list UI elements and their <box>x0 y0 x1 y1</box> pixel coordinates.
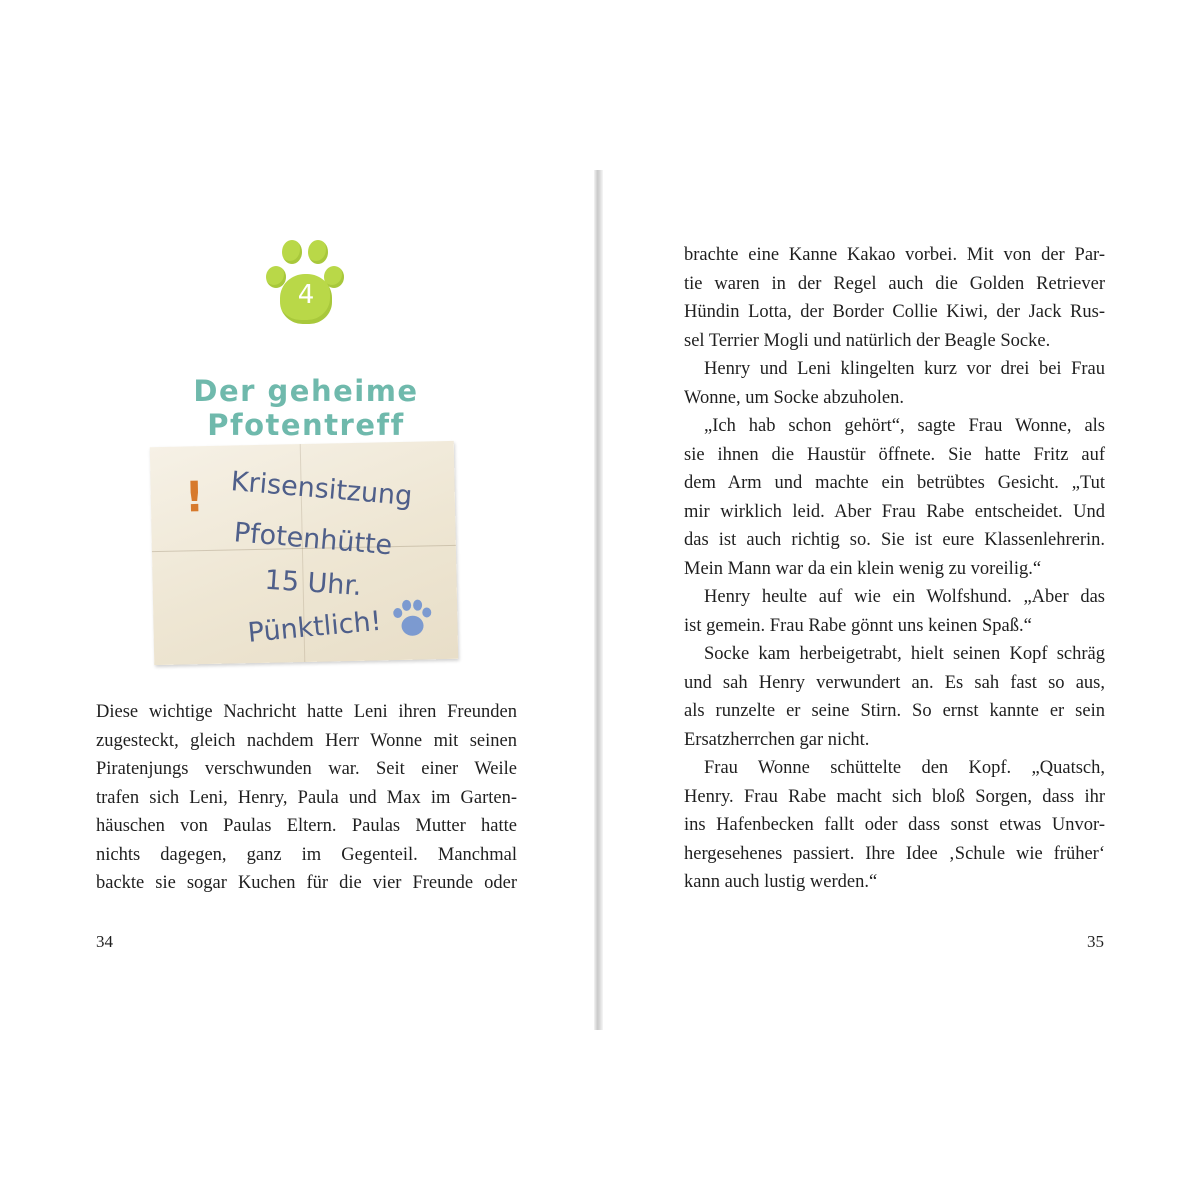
text-line: backte sie sogar Kuchen für die vier Freunde oder <box>96 873 517 893</box>
text-line: hergesehenes passiert. Ihre Idee ‚Schule wie früher‘ <box>684 843 1105 864</box>
note-line: Krisensitzung <box>229 466 414 513</box>
text-line: ist gemein. Frau Rabe gönnt uns keinen Spaß.“ <box>684 615 1032 636</box>
text-line: kann auch lustig werden.“ <box>684 872 878 892</box>
text-line: brachte eine Kanne Kakao vorbei. Mit von der Par- <box>684 245 1105 265</box>
text-line: Hündin Lotta, der Border Collie Kiwi, der Jack Rus- <box>684 302 1105 322</box>
left-page <box>0 0 594 1200</box>
paw-toe <box>282 240 302 264</box>
chapter-number: 4 <box>297 280 315 310</box>
note-exclamation-mark: ! <box>184 472 205 522</box>
text-line: trafen sich Leni, Henry, Paula und Max im Garten- <box>96 787 517 808</box>
text-line: ins Hafenbecken fallt oder dass sonst etwas Unvor- <box>684 815 1105 835</box>
text-line: sie ihnen die Haustür öffnete. Sie hatte Fritz auf <box>684 444 1105 465</box>
text-line: das ist auch richtig so. Sie ist eure Klassenlehrerin. <box>684 530 1105 550</box>
text-line: und sah Henry verwundert an. Es sah fast so aus, <box>684 672 1105 693</box>
chapter-paw-icon <box>262 236 348 326</box>
text-line: Piratenjungs verschwunden war. Seit einer Weile <box>96 759 517 779</box>
text-line: Ersatzherrchen gar nicht. <box>684 729 870 750</box>
text-line: Diese wichtige Nachricht hatte Leni ihren Freunden <box>96 702 517 722</box>
page-number-right: 35 <box>1087 932 1104 951</box>
text-line: als runzelte er seine Stirn. So ernst kannte er sein <box>684 701 1105 721</box>
note-line: 15 Uhr. <box>263 564 363 602</box>
text-line: mir wirklich leid. Aber Frau Rabe entscheidet. Und <box>684 501 1105 522</box>
note-paw-icon <box>391 599 432 638</box>
note-line: Pünktlich! <box>246 605 383 649</box>
text-line: Frau Wonne schüttelte den Kopf. „Quatsch, <box>704 758 1105 778</box>
text-line: sel Terrier Mogli und natürlich der Beagle Socke. <box>684 330 1051 351</box>
right-page <box>603 0 1200 1200</box>
text-line: tie waren in der Regel auch die Golden Retriever <box>684 273 1105 294</box>
paw-toe <box>308 240 328 264</box>
page-number-left: 34 <box>96 932 113 951</box>
text-line: Henry. Frau Rabe macht sich bloß Sorgen, dass ihr <box>684 786 1105 807</box>
note-line: Pfotenhütte <box>232 517 394 562</box>
note-illustration <box>150 441 458 665</box>
left-page-text <box>96 698 517 898</box>
text-line: Wonne, um Socke abzuholen. <box>684 387 904 408</box>
text-line: häuschen von Paulas Eltern. Paulas Mutter hatte <box>96 816 517 836</box>
text-line: Henry heulte auf wie ein Wolfshund. „Aber das <box>704 587 1105 607</box>
text-line: nichts dagegen, ganz im Gegenteil. Manchmal <box>96 844 517 865</box>
right-page-text <box>684 241 1105 897</box>
text-line: dem Arm und machte ein betrübtes Gesicht. „Tut <box>684 473 1105 493</box>
text-line: „Ich hab schon gehört“, sagte Frau Wonne, als <box>704 416 1105 436</box>
text-line: zugesteckt, gleich nachdem Herr Wonne mit seinen <box>96 730 517 751</box>
text-line: Socke kam herbeigetrabt, hielt seinen Kopf schräg <box>704 644 1105 664</box>
text-line: Mein Mann war da ein klein wenig zu voreilig.“ <box>684 558 1042 579</box>
chapter-title: Der geheime Pfotentreff <box>193 374 419 442</box>
book-gutter <box>594 170 603 1030</box>
text-line: Henry und Leni klingelten kurz vor drei bei Frau <box>704 359 1105 379</box>
